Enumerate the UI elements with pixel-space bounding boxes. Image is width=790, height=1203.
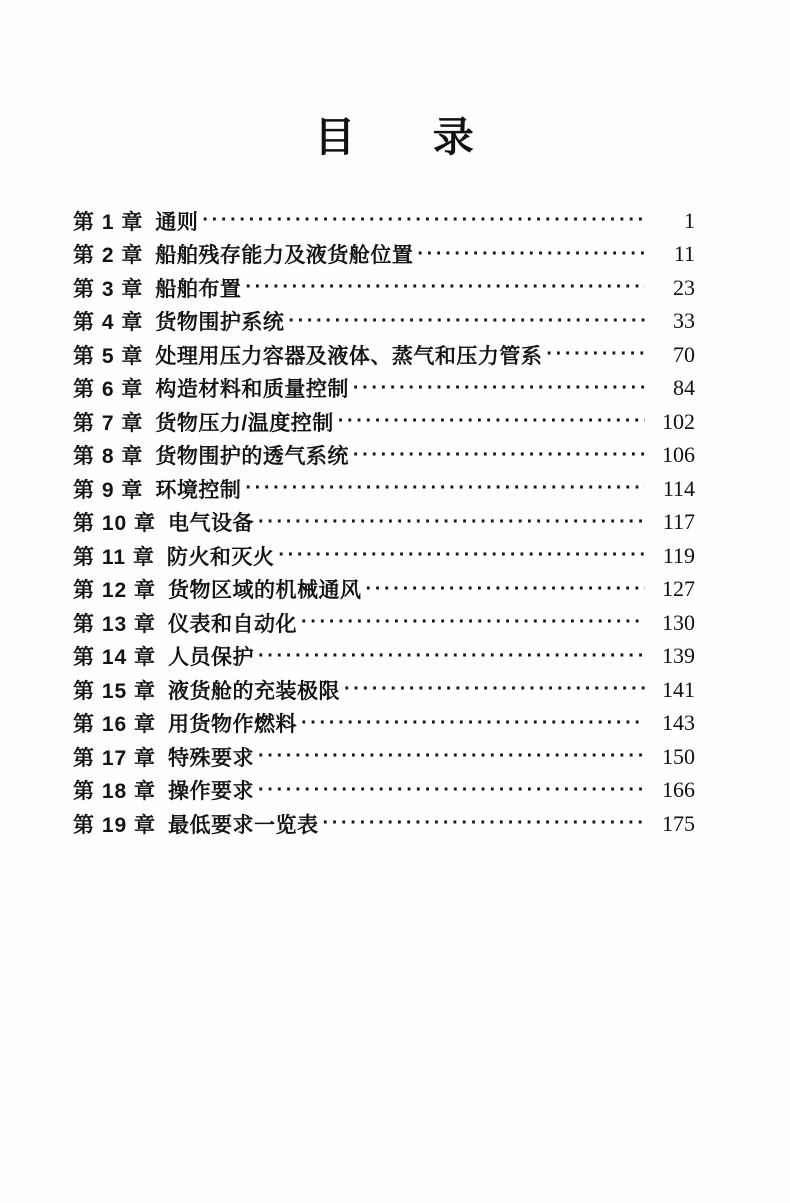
- chapter-number: 第 8 章: [73, 445, 144, 469]
- dot-leader: [278, 539, 645, 573]
- chapter-number: 第 13 章: [73, 612, 157, 636]
- toc-entry: [73, 506, 695, 540]
- dot-leader: [546, 338, 645, 372]
- chapter-number: 第 9 章: [73, 478, 144, 502]
- chapter-title: 防火和灭火: [166, 545, 275, 569]
- chapter-number: 第 11 章: [73, 545, 155, 569]
- chapter-title: 操作要求: [168, 780, 255, 804]
- toc-entry: [73, 204, 695, 238]
- page-number: 70: [673, 341, 695, 367]
- page-title: 目 录: [314, 114, 476, 160]
- chapter-title: 最低要求一览表: [168, 813, 319, 837]
- chapter-number: 第 19 章: [73, 813, 157, 837]
- chapter-number: 第 3 章: [73, 277, 144, 301]
- page-number: 141: [662, 676, 695, 702]
- toc-entry: [73, 640, 695, 674]
- dot-leader: [301, 606, 645, 640]
- chapter-title: 货物压力/温度控制: [155, 411, 334, 435]
- toc-list: [73, 204, 695, 841]
- chapter-title: 液货舱的充装极限: [168, 679, 341, 703]
- page-number: 139: [662, 643, 695, 669]
- chapter-title: 船舶布置: [155, 277, 242, 301]
- toc-entry: [73, 338, 695, 372]
- dot-leader: [323, 807, 645, 841]
- chapter-title: 货物区域的机械通风: [168, 579, 362, 603]
- page-number: 1: [684, 207, 695, 233]
- page-number: 106: [662, 442, 695, 468]
- chapter-number: 第 17 章: [73, 746, 157, 770]
- dot-leader: [258, 506, 645, 540]
- page-number: 114: [662, 475, 695, 501]
- chapter-title: 电气设备: [168, 512, 255, 536]
- chapter-number: 第 5 章: [73, 344, 144, 368]
- page-number: 130: [662, 609, 695, 635]
- page-number: 102: [662, 408, 695, 434]
- page-number: 117: [662, 509, 695, 535]
- chapter-number: 第 2 章: [73, 244, 144, 268]
- chapter-number: 第 7 章: [73, 411, 144, 435]
- toc-entry: [73, 807, 695, 841]
- page-number: 175: [662, 810, 695, 836]
- toc-entry: [73, 539, 695, 573]
- chapter-number: 第 15 章: [73, 679, 157, 703]
- toc-entry: [73, 472, 695, 506]
- dot-leader: [245, 472, 645, 506]
- chapter-title: 通则: [155, 210, 199, 234]
- toc-entry: [73, 238, 695, 272]
- page-number: 11: [673, 241, 695, 267]
- toc-entry: [73, 774, 695, 808]
- chapter-number: 第 10 章: [73, 512, 157, 536]
- dot-leader: [245, 271, 645, 305]
- page-number: 143: [662, 710, 695, 736]
- chapter-title: 用货物作燃料: [168, 713, 298, 737]
- dot-leader: [417, 238, 645, 272]
- dot-leader: [258, 740, 645, 774]
- toc-entry: [73, 573, 695, 607]
- page-number: 33: [673, 308, 695, 334]
- chapter-number: 第 12 章: [73, 579, 157, 603]
- page-number: 127: [662, 576, 695, 602]
- dot-leader: [288, 305, 645, 339]
- toc-entry: [73, 271, 695, 305]
- dot-leader: [258, 640, 645, 674]
- chapter-title: 特殊要求: [168, 746, 255, 770]
- toc-entry: [73, 305, 695, 339]
- toc-entry: [73, 372, 695, 406]
- page-number: 84: [673, 375, 695, 401]
- toc-entry: [73, 707, 695, 741]
- chapter-title: 货物围护的透气系统: [155, 445, 349, 469]
- chapter-title: 仪表和自动化: [168, 612, 298, 636]
- toc-entry: [73, 740, 695, 774]
- dot-leader: [353, 372, 645, 406]
- toc-entry: [73, 673, 695, 707]
- dot-leader: [344, 673, 645, 707]
- chapter-number: 第 14 章: [73, 646, 157, 670]
- chapter-title: 构造材料和质量控制: [155, 378, 349, 402]
- dot-leader: [202, 204, 645, 238]
- chapter-number: 第 6 章: [73, 378, 144, 402]
- chapter-number: 第 16 章: [73, 713, 157, 737]
- dot-leader: [301, 707, 645, 741]
- chapter-title: 船舶残存能力及液货舱位置: [155, 244, 414, 268]
- page-number: 23: [673, 274, 695, 300]
- dot-leader: [258, 774, 645, 808]
- dot-leader: [366, 573, 645, 607]
- toc-entry: [73, 439, 695, 473]
- page-number: 150: [662, 743, 695, 769]
- chapter-number: 第 18 章: [73, 780, 157, 804]
- page-number: 119: [662, 542, 695, 568]
- dot-leader: [353, 439, 645, 473]
- chapter-title: 货物围护系统: [155, 311, 285, 335]
- page-number: 166: [662, 777, 695, 803]
- dot-leader: [338, 405, 645, 439]
- chapter-title: 人员保护: [168, 646, 255, 670]
- toc-entry: [73, 405, 695, 439]
- chapter-number: 第 1 章: [73, 210, 144, 234]
- chapter-title: 环境控制: [155, 478, 242, 502]
- chapter-title: 处理用压力容器及液体、蒸气和压力管系: [155, 344, 543, 368]
- chapter-number: 第 4 章: [73, 311, 144, 335]
- toc-entry: [73, 606, 695, 640]
